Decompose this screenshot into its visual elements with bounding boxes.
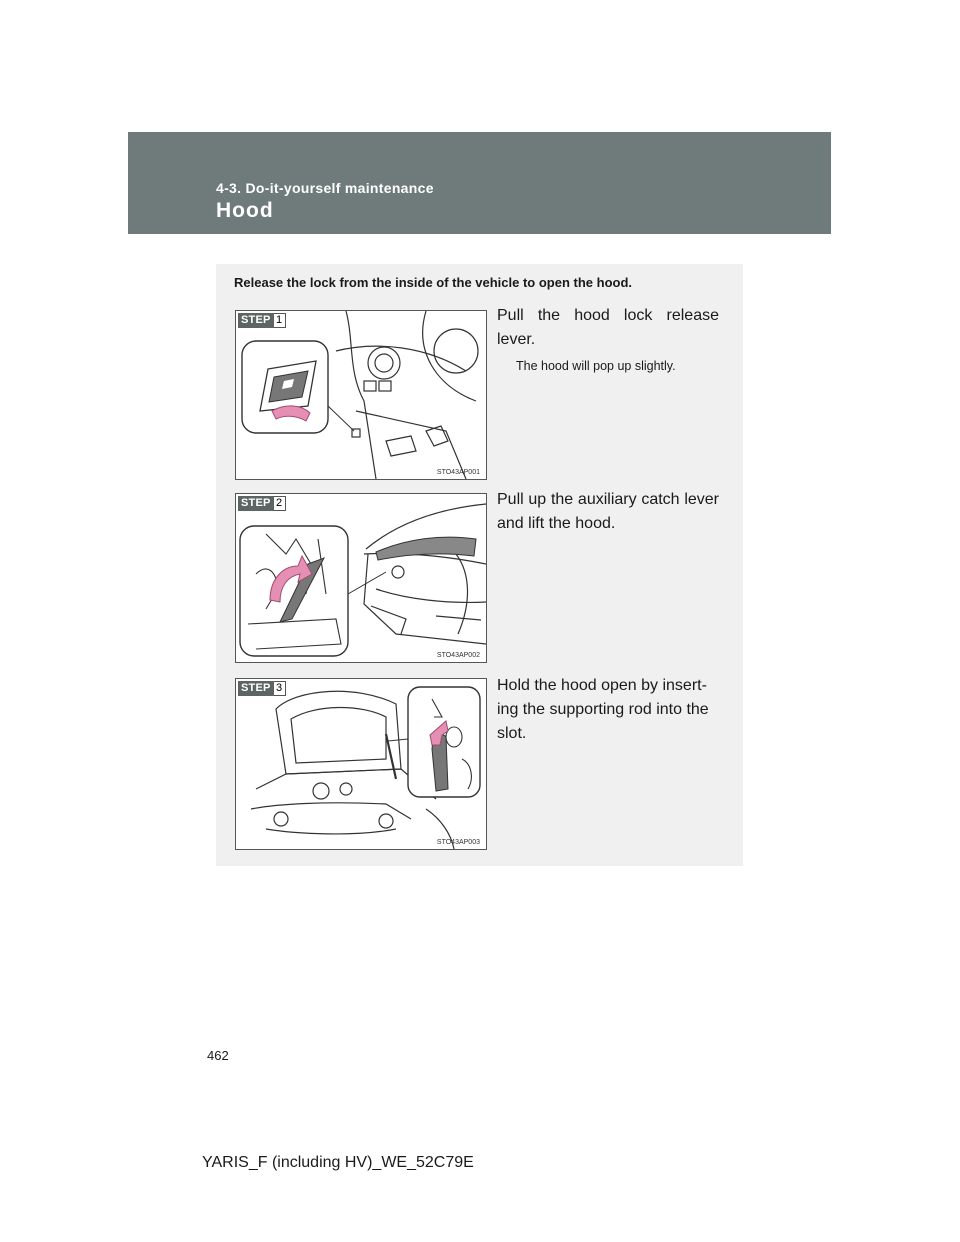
step2-badge (238, 496, 286, 511)
step2-illustration (235, 493, 487, 663)
instruction-line: ing the supporting rod into the (497, 701, 709, 718)
step-number: 2 (274, 496, 286, 511)
step3-illustration (235, 678, 487, 850)
step-label: STEP (238, 681, 274, 696)
document-footer: YARIS_F (including HV)_WE_52C79E (202, 1154, 474, 1171)
step-number: 3 (274, 681, 286, 696)
hood-support-rod-drawing (236, 679, 486, 849)
step1-illustration (235, 310, 487, 480)
step1-badge (238, 313, 286, 328)
figure-code: STO43AP002 (436, 652, 480, 659)
instruction-line: Hold the hood open by insert- (497, 677, 707, 694)
dashboard-lever-drawing (236, 311, 486, 479)
car-front-catch-drawing (236, 494, 486, 662)
step2-instruction: Pull up the auxiliary catch lever and lift the hood. (497, 491, 719, 532)
figure-code: STO43AP001 (436, 469, 480, 476)
step-number: 1 (274, 313, 286, 328)
step1-note: The hood will pop up slightly. (516, 359, 676, 373)
step-label: STEP (238, 496, 274, 511)
step3-badge (238, 681, 286, 696)
step1-instruction: Pull the hood lock release lever. (497, 307, 719, 348)
content-panel (216, 264, 743, 866)
figure-code: STO43AP003 (436, 839, 480, 846)
instruction-line: slot. (497, 725, 527, 742)
chapter-header (128, 132, 831, 234)
intro-text: Release the lock from the inside of the vehicle to open the hood. (234, 275, 633, 290)
page-title: Hood (216, 199, 274, 222)
section-title: 4-3. Do-it-yourself maintenance (216, 180, 434, 196)
step-label: STEP (238, 313, 274, 328)
step3-instruction (497, 674, 719, 746)
page-number: 462 (207, 1048, 229, 1063)
